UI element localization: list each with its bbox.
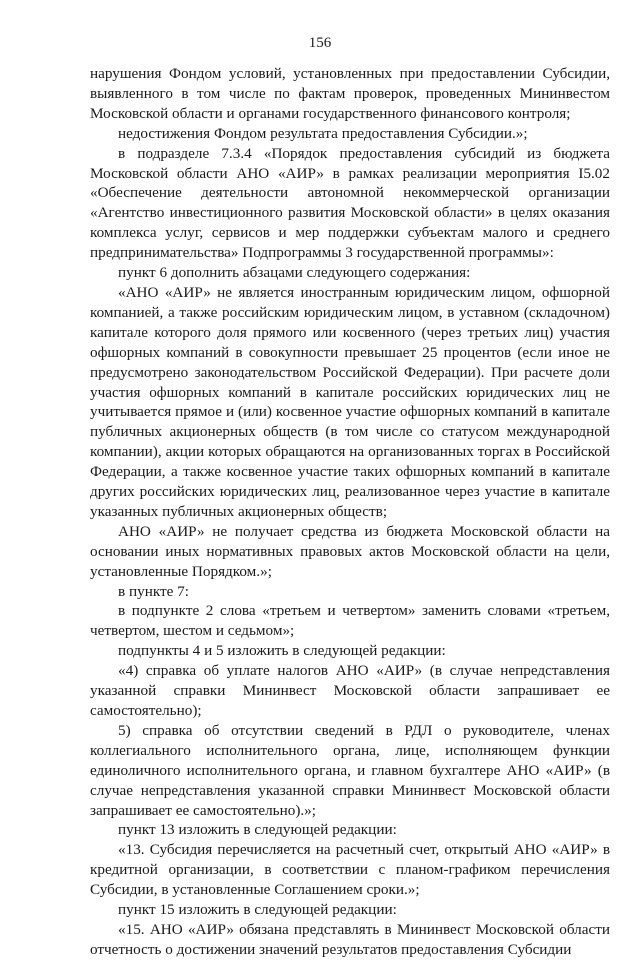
- paragraph: пункт 15 изложить в следующей редакции:: [118, 901, 397, 919]
- paragraph: в подпункте 2 слова «третьем и четвертом» заменить словами «третьем, четвертом, шестом и седьмом»;: [90, 602, 610, 640]
- paragraph: «15. АНО «АИР» обязана представлять в Мининвест Московской области отчетность о достижении значений результатов предоставления Субсидии: [90, 920, 610, 958]
- page-number: 156: [308, 35, 332, 51]
- paragraph: пункт 13 изложить в следующей редакции:: [118, 821, 397, 839]
- paragraph: недостижения Фондом результата предоставления Субсидии.»;: [118, 124, 528, 142]
- paragraph: АНО «АИР» не получает средства из бюджета Московской области на основании иных нормативных правовых актов Московской области на цели, установленные Порядком.»;: [90, 522, 610, 580]
- document-body: [90, 64, 610, 960]
- paragraph: «АНО «АИР» не является иностранным юридическим лицом, офшорной компанией, а также российским юридическим лицом, в уставном (складочном) капитале которого доля прямого или косвенного (через третьих лиц) участия офшорных компаний в совокупности превышает 25 процентов (если иное не предусмотрено законодательством Российской Федерации). При расчете доли участия офшорных компаний в капитале российских юридических лиц не учитывается прямое и (или) косвенное участие офшорных компаний в капитале публичных акционерных обществ (в том числе со статусом международной компании), акции которых обращаются на организованных торгах в Российской Федерации, а также косвенное участие таких офшорных компаний в капитале других российских юридических лиц, реализованное через участие в капитале указанных публичных акционерных обществ;: [90, 283, 610, 520]
- paragraph: подпункты 4 и 5 изложить в следующей редакции:: [118, 642, 446, 660]
- paragraph: «4) справка об уплате налогов АНО «АИР» (в случае непредставления указанной справки Мининвест Московской области запрашивает ее самостоятельно);: [90, 662, 610, 719]
- paragraph: нарушения Фондом условий, установленных при предоставлении Субсидии, выявленного в том числе по фактам проверок, проведенных Мининвестом Московской области и органами государственного финансового контроля;: [90, 65, 610, 122]
- paragraph: 5) справка об отсутствии сведений в РДЛ о руководителе, членах коллегиального исполнительного органа, лице, исполняющем функции единоличного исполнительного органа, и главном бухгалтере АНО «АИР» (в случае непредставления указанной справки Мининвест Московской области запрашивает ее самостоятельно).»;: [90, 721, 610, 819]
- paragraph: пункт 6 дополнить абзацами следующего содержания:: [118, 264, 471, 282]
- paragraph: «13. Субсидия перечисляется на расчетный счет, открытый АНО «АИР» в кредитной организации, в соответствии с планом-графиком перечисления Субсидии, в установленные Соглашением сроки.»;: [90, 841, 610, 899]
- paragraph: в пункте 7:: [118, 582, 189, 600]
- paragraph: в подразделе 7.3.4 «Порядок предоставления субсидий из бюджета Московской области АНО «АИР» в рамках реализации мероприятия I5.02 «Обеспечение деятельности автономной некоммерческой организации «Агентство инвестиционного развития Московской области» в целях оказания комплекса услуг, сервисов и мер поддержки субъектам малого и среднего предпринимательства» Подпрограммы 3 государственной программы»:: [90, 144, 610, 262]
